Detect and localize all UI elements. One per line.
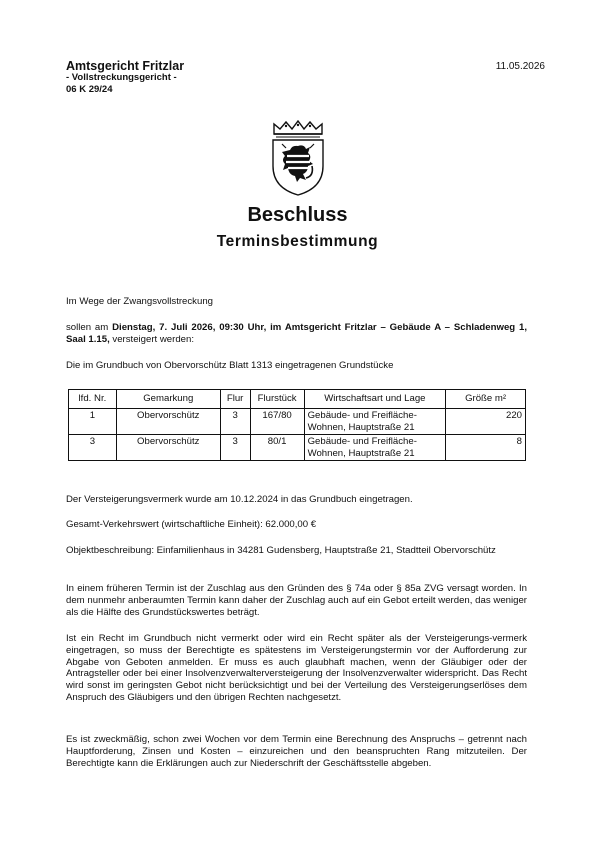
table-cell: 3 [69, 435, 117, 461]
auction-paragraph [66, 322, 527, 346]
document-date: 11.05.2026 [495, 61, 545, 72]
file-number: 06 K 29/24 [66, 84, 113, 95]
auction-prefix: sollen am [66, 322, 113, 333]
table-cell: 3 [220, 409, 250, 435]
document-subtitle: Terminsbestimmung [216, 233, 379, 250]
market-value: Gesamt-Verkehrswert (wirtschaftliche Einheit): 62.000,00 € [66, 519, 317, 530]
intro-text: Im Wege der Zwangsvollstreckung [66, 296, 213, 307]
column-header: lfd. Nr. [69, 390, 117, 409]
table-cell: 8 [446, 435, 526, 461]
court-department: - Vollstreckungsgericht - [66, 72, 177, 83]
rights-registration-paragraph: Ist ein Recht im Grundbuch nicht vermerkt oder wird ein Recht später als der Versteigerungs-vermerk eingetragen, so muss der Berechtigte es spätestens im Versteigerungstermin vor der Aufforderung zur Abgabe von Geboten anmelden. Er muss es auch glaubhaft machen, wenn der Gläubiger oder der Antragsteller oder bei einer Insolvenzverwalterversteigerung der Insolvenzverwalter widerspricht. Das Recht wird sonst im geringsten Gebot nicht berücksichtigt und bei der Verteilung des Versteigerungserlöses dem Anspruch des Gläubigers und den übrigen Rechten nachgesetzt. [66, 633, 527, 703]
table-cell: Gebäude- und Freifläche- Wohnen, Hauptstraße 21 [304, 409, 446, 435]
column-header: Flur [220, 390, 250, 409]
document-title: Beschluss [247, 204, 348, 226]
hessen-coat-of-arms-icon [268, 120, 328, 196]
table-cell: 220 [446, 409, 526, 435]
table-cell: Obervorschütz [116, 435, 220, 461]
auction-date-location: Dienstag, 7. Juli 2026, 09:30 Uhr, im Amtsgericht Fritzlar – Gebäude A – Schladenweg 1, Saal 1.15, [66, 322, 527, 345]
court-header [66, 60, 184, 96]
table-cell: 80/1 [250, 435, 304, 461]
property-table [68, 389, 526, 461]
column-header: Gemarkung [116, 390, 220, 409]
column-header: Größe m² [446, 390, 526, 409]
table-cell: 167/80 [250, 409, 304, 435]
land-register-text: Die im Grundbuch von Obervorschütz Blatt 1313 eingetragenen Grundstücke [66, 360, 394, 371]
column-header: Wirtschaftsart und Lage [304, 390, 446, 409]
table-header-row [69, 390, 526, 409]
table-cell: 1 [69, 409, 117, 435]
table-cell: 3 [220, 435, 250, 461]
table-row [69, 409, 526, 435]
claim-calculation-paragraph: Es ist zweckmäßig, schon zwei Wochen vor dem Termin eine Berechnung des Anspruchs – getrennt nach Hauptforderung, Zinsen und Kosten – einzureichen und den beanspruchten Rang mitzuteilen. Der Berechtigte kann die Erklärungen auch zur Niederschrift der Geschäftsstelle abgeben. [66, 734, 527, 769]
table-row [69, 435, 526, 461]
table-cell: Gebäude- und Freifläche- Wohnen, Hauptstraße 21 [304, 435, 446, 461]
court-name: Amtsgericht Fritzlar [66, 59, 185, 73]
object-description: Objektbeschreibung: Einfamilienhaus in 34281 Gudensberg, Hauptstraße 21, Stadtteil Obervorschütz [66, 545, 496, 556]
registration-note: Der Versteigerungsvermerk wurde am 10.12.2024 in das Grundbuch eingetragen. [66, 494, 413, 505]
auction-suffix: versteigert werden: [109, 333, 194, 345]
table-cell: Obervorschütz [116, 409, 220, 435]
column-header: Flurstück [250, 390, 304, 409]
prior-auction-paragraph: In einem früheren Termin ist der Zuschlag aus den Gründen des § 74a oder § 85a ZVG versagt worden. In dem nunmehr anberaumten Termin kann daher der Zuschlag auch auf ein Gebot erteilt werden, das weniger als die Hälfte des Grundstückswertes beträgt. [66, 583, 527, 618]
